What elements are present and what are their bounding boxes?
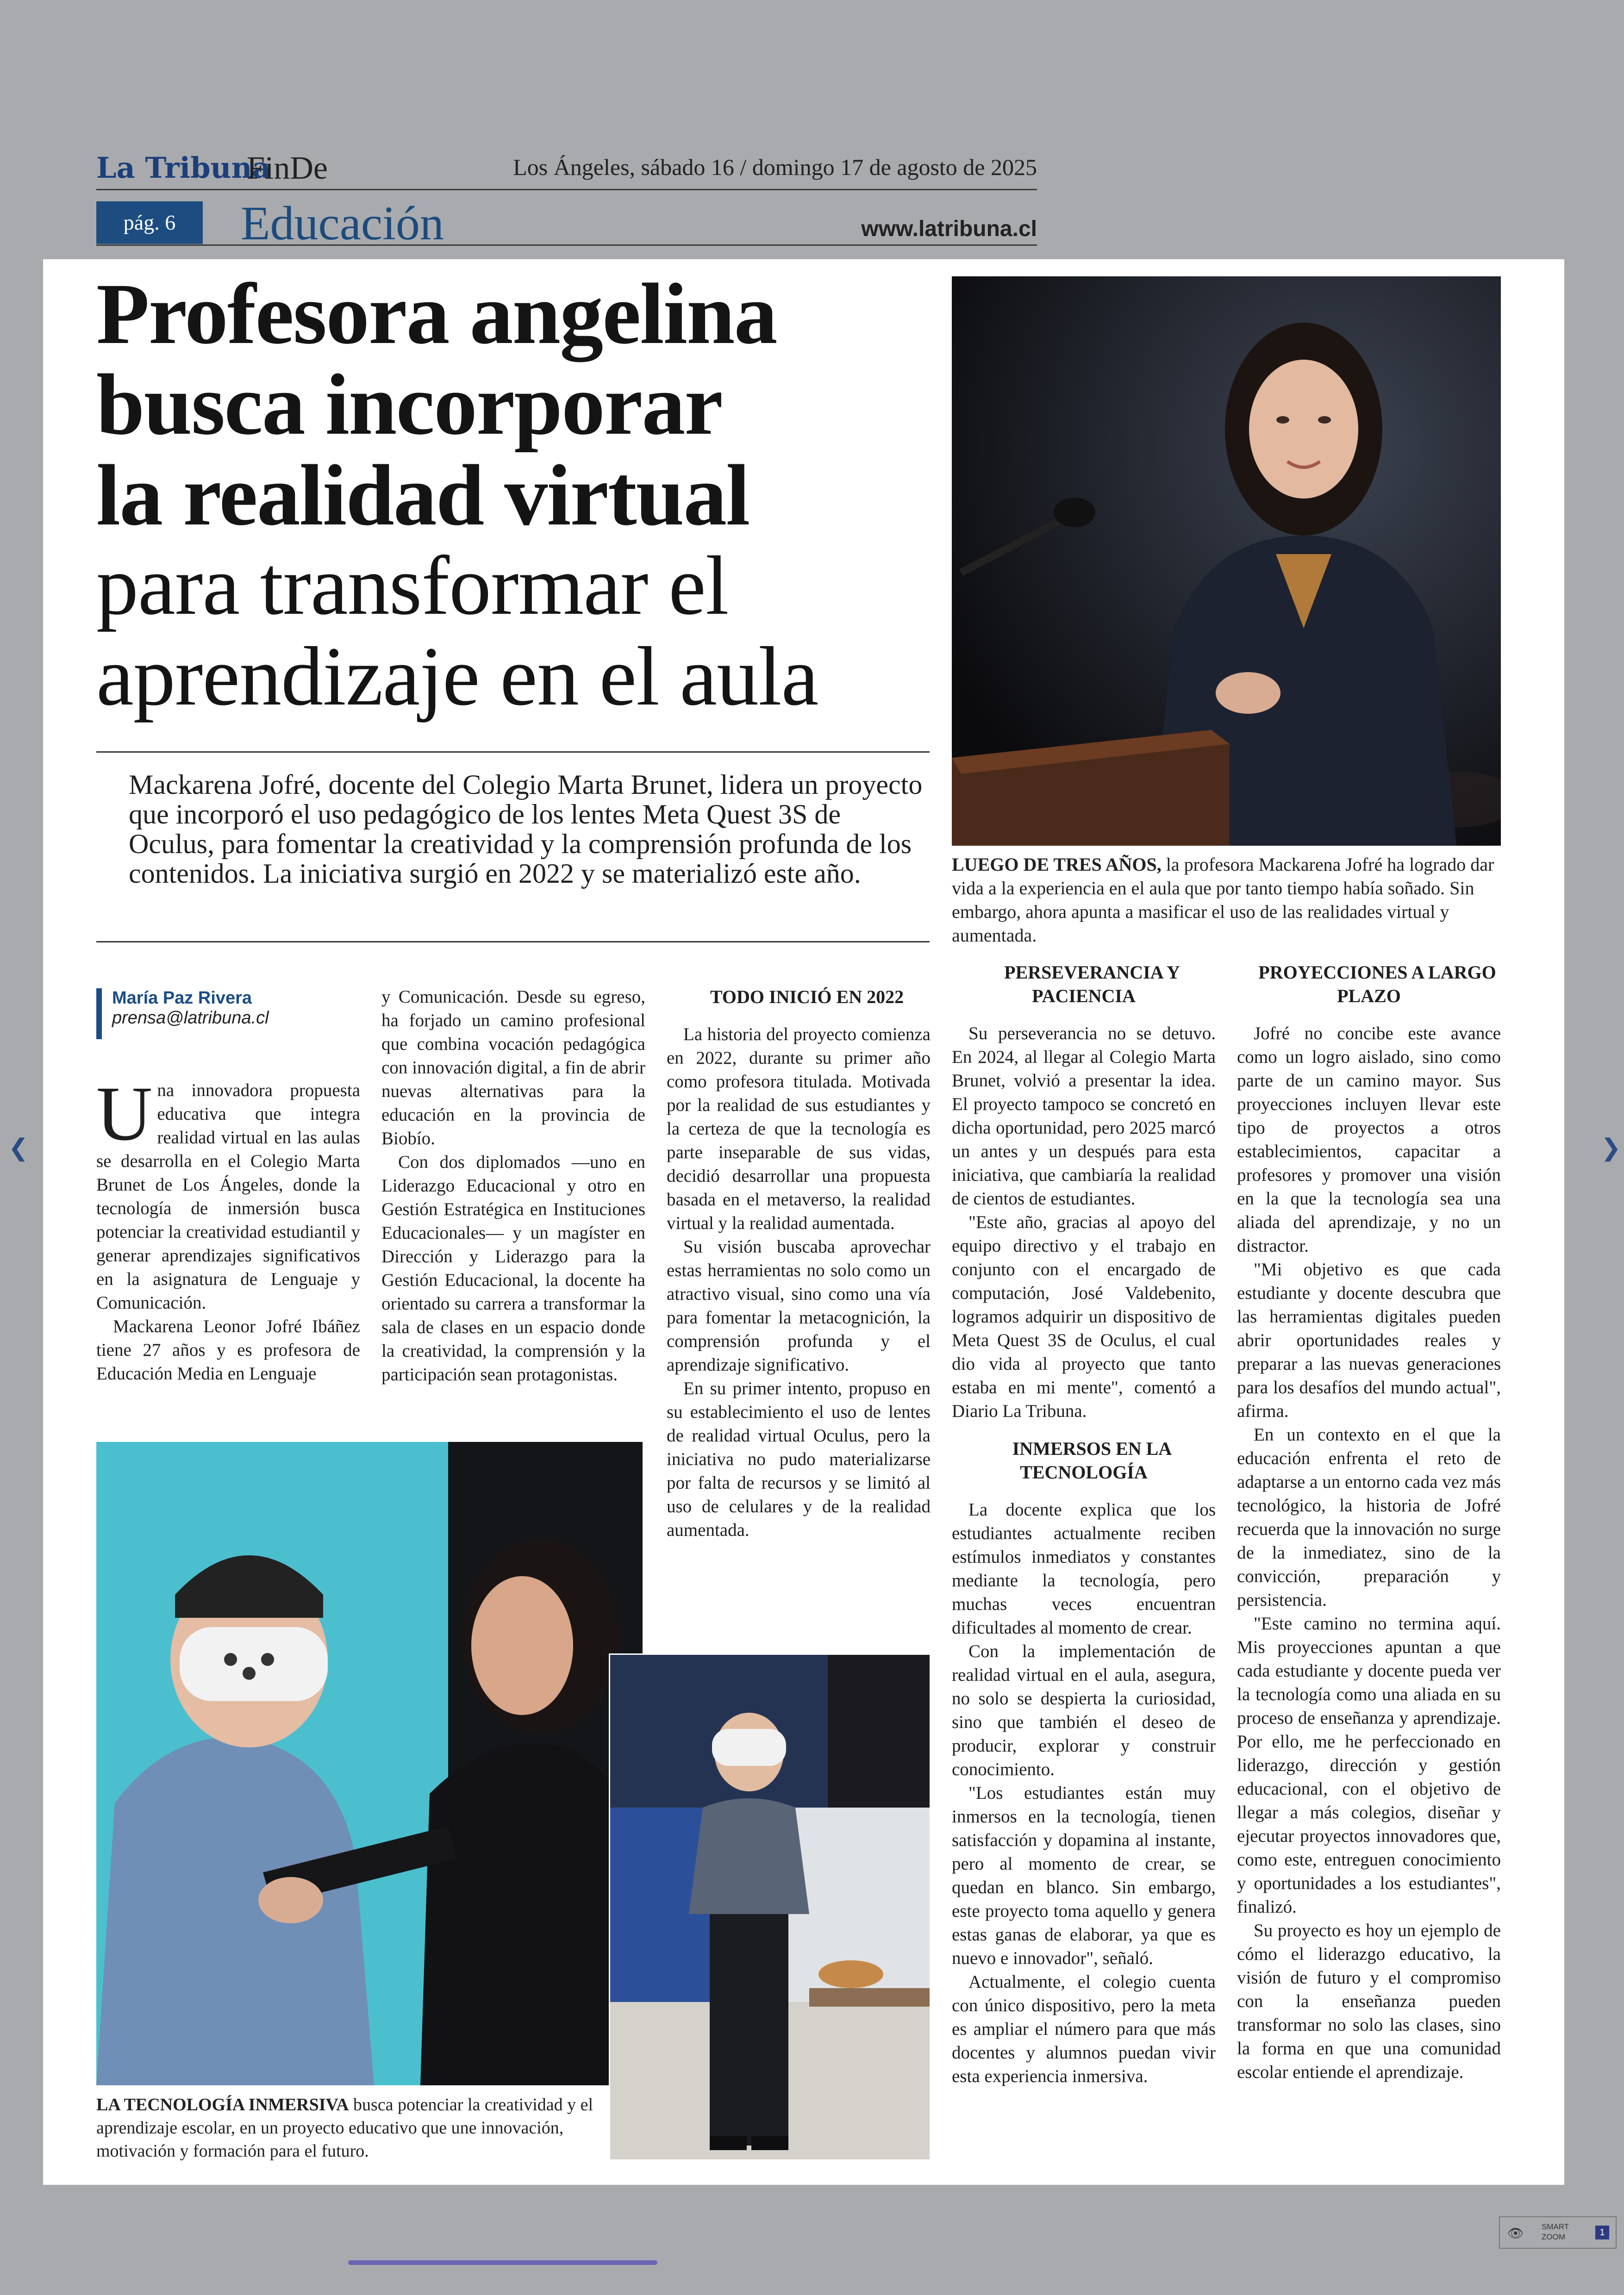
section-title: Educación: [241, 197, 444, 250]
article-lede: Mackarena Jofré, docente del Colegio Marta Brunet, lidera un proyecto que incorporó el uso pedagógico de los lentes Meta Quest 3S de Oculus, para fomentar la creatividad y la comprensión profunda de los contenidos. La iniciativa surgió en 2022 y se materializó este año.: [129, 769, 923, 889]
caption-lead: LUEGO DE TRES AÑOS,: [952, 854, 1162, 875]
page-number-badge: pág. 6: [96, 201, 203, 244]
student-classroom-photo: [609, 1653, 931, 2161]
article-column-2: [381, 985, 645, 1386]
author-email[interactable]: prensa@latribuna.cl: [112, 1008, 269, 1028]
caption-text: la profesora Mackarena Jofré ha logrado dar vida a la experiencia en el aula que por tanto tiempo había soñado. Sin embargo, ahora apunta a masificar el uso de las realidades virtual y aumentada.: [952, 854, 1494, 946]
page-progress-bar[interactable]: [348, 2260, 657, 2265]
paragraph: En un contexto en el que la educación enfrenta el reto de adaptarse a un entorno cada vez más tecnológico, la historia de Jofré recuerda que la innovación no surge de la inmediatez, sino de la convicción, preparación y persistencia.: [1237, 1425, 1501, 1610]
paragraph: En su primer intento, propuso en su establecimiento el uso de lentes de realidad virtual Oculus, pero la iniciativa no pudo materializarse por falta de recursos y se limitó al uso de celulares y de la realidad aumentada.: [667, 1378, 931, 1540]
paragraph: Su proyecto es hoy un ejemplo de cómo el liderazgo educativo, la visión de futuro y el compromiso con la enseñanza pueden transformar no solo las clases, sino la forma en que una comunidad escolar entiende el aprendizaje.: [1237, 1921, 1501, 2082]
divider: [96, 751, 930, 753]
paragraph: Su perseverancia no se detuvo. En 2024, al llegar al Colegio Marta Brunet, volvió a presentar la idea. El proyecto tampoco se concretó en dicha oportunidad, pero 2025 marcó un antes y un después para esta iniciativa, que cambiaría la realidad de cientos de estudiantes.: [952, 1023, 1216, 1209]
subheading: PROYECCIONES A LARGO PLAZO: [1258, 962, 1496, 1006]
paragraph: Mackarena Leonor Jofré Ibáñez tiene 27 años y es profesora de Educación Media en Lenguaje: [96, 1316, 360, 1384]
paragraph: "Mi objetivo es que cada estudiante y docente descubra que las herramientas digitales pueden abrir oportunidades reales y preparar a las nuevas generaciones para los desafíos del mundo actual", afirma.: [1237, 1260, 1501, 1421]
brand-row: [96, 147, 1037, 190]
main-photo-caption: [952, 853, 1501, 947]
paragraph: Jofré no concibe este avance como un logro aislado, sino como parte de un camino mayor. Sus proyecciones incluyen llevar este tipo de proyectos a otros establecimientos, capacitar a profesores y promover una visión en la que la tecnología sea una aliada del aprendizaje, y no un distractor.: [1237, 1023, 1501, 1256]
paragraph: La docente explica que los estudiantes actualmente reciben estímulos inmediatos y constantes mediante la tecnología, pero muchas veces encuentran dificultades al momento de crear.: [952, 1500, 1216, 1638]
newspaper-page: [43, 259, 1564, 2185]
headline-line-2: busca incorporar: [96, 356, 722, 453]
headline: [96, 265, 967, 723]
section-row: [96, 196, 1037, 250]
paragraph: Con dos diplomados —uno en Liderazgo Educacional y otro en Gestión Estratégica en Instituciones Educacionales— y un magíster en Dirección y Liderazgo para la Gestión Educacional, la docente ha orientado su carrera a transformar la sala de clases en un espacio donde la creatividad, la comprensión y la participación sean protagonistas.: [381, 1152, 645, 1384]
spacer: [667, 1009, 931, 1023]
eye-icon: 👁: [1507, 2226, 1524, 2240]
paragraph: Una innovadora propuesta educativa que integra realidad virtual en las aulas se desarrolla en el Colegio Marta Brunet de Los Ángeles, donde la tecnología de inmersión busca potenciar la creatividad estudiantil y generar aprendizajes significativos en la asignatura de Lenguaje y Comunicación.: [96, 1071, 360, 1313]
students-vr-photo: [96, 1442, 643, 2085]
paragraph: y Comunicación. Desde su egreso, ha forjado un camino profesional que combina vocación pedagógica con innovación digital, a fin de abrir nuevas alternativas para la educación en la provincia de Biobío.: [381, 987, 645, 1148]
masthead: [96, 147, 1037, 249]
paragraph: Actualmente, el colegio cuenta con único dispositivo, pero la meta es ampliar el número para que más docentes y alumnos puedan vivir esta experiencia inmersiva.: [952, 1972, 1216, 2086]
divider: [96, 941, 930, 942]
photo-student-classroom: [610, 1655, 930, 2159]
headline-line-3: la realidad virtual: [96, 447, 750, 543]
chevron-left-icon[interactable]: ❮: [8, 1134, 29, 1162]
article-column-3: [667, 985, 931, 1542]
spacer: [952, 1484, 1216, 1498]
smart-zoom-label: SMART ZOOM: [1542, 2222, 1569, 2241]
students-photo-caption: [96, 2093, 601, 2163]
spacer: [952, 1423, 1216, 1437]
issue-date: Los Ángeles, sábado 16 / domingo 17 de agosto de 2025: [513, 154, 1037, 180]
spacer: [952, 1008, 1216, 1022]
spacer: [1237, 1008, 1501, 1022]
photo-students-vr: [96, 1442, 643, 2085]
headline-line-5: aprendizaje en el aula: [96, 630, 818, 723]
paragraph: "Este camino no termina aquí. Mis proyecciones apuntan a que cada estudiante y docente pueda ver la tecnología como una aliada en su proceso de enseñanza y aprendizaje. Por ello, me he perfeccionado en liderazgo, dirección y gestión educacional, con el objetivo de llegar a más colegios, diseñar y ejecutar proyectos innovadores que, como este, entreguen conocimiento y oportunidades a los estudiantes", finalizó.: [1237, 1614, 1501, 1917]
caption-text: busca potenciar la creatividad y el aprendizaje escolar, en un proyecto educativo que une innovación, motivación y formación para el futuro.: [96, 2095, 593, 2161]
paragraph: La historia del proyecto comienza en 2022, durante su primer año como profesora titulada. Motivada por la realidad de sus estudiantes y la certeza de que la tecnología es parte inseparable de sus vidas, decidió desarrollar una propuesta basada en el metaverso, la realidad virtual y la realidad aumentada.: [667, 1024, 931, 1233]
paragraph: "Este año, gracias al apoyo del equipo directivo y el trabajo en conjunto con el encargado de computación, José Valdebenito, logramos adquirir un dispositivo de Meta Quest 3S de Oculus, el cual dio vida al proyecto que tanto estaba en mi mente", comentó a Diario La Tribuna.: [952, 1212, 1216, 1421]
newspaper-logo: La Tribuna: [96, 151, 271, 185]
smart-zoom-button[interactable]: [1499, 2216, 1617, 2249]
website-url[interactable]: www.latribuna.cl: [861, 217, 1037, 241]
paragraph: Su visión buscaba aprovechar estas herramientas no solo como un atractivo visual, sino como una vía para fomentar la metacognición, la comprensión profunda y el aprendizaje significativo.: [667, 1237, 931, 1375]
byline: [96, 988, 371, 1039]
paragraph: Con la implementación de realidad virtual en el aula, asegura, no solo se despierta la curiosidad, sino que también el deseo de producir, explorar y construir conocimiento.: [952, 1641, 1216, 1779]
caption-lead: LA TECNOLOGÍA INMERSIVA: [96, 2095, 349, 2114]
subheading: INMERSOS EN LA TECNOLOGÍA: [1012, 1438, 1172, 1483]
photo-teacher-at-podium: [952, 276, 1501, 846]
chevron-right-icon[interactable]: ❯: [1601, 1134, 1621, 1162]
article-column-1: [96, 1071, 360, 1385]
smart-zoom-badge: 1: [1595, 2226, 1609, 2239]
main-photo: [952, 276, 1501, 846]
article-column-5: [1237, 960, 1501, 2084]
edition-name: FinDe: [247, 150, 328, 186]
subheading: TODO INICIÓ EN 2022: [710, 986, 904, 1007]
headline-line-4: para transformar el: [96, 539, 729, 632]
paragraph: "Los estudiantes están muy inmersos en la tecnología, tienen satisfacción y dopamina al instante, pero al momento de crear, se quedan en blanco. Sin embargo, este proyecto toma aquello y genera estas ganas de elaborar, ya que es nuevo e innovador", señaló.: [952, 1783, 1216, 1968]
headline-line-1: Profesora angelina: [96, 265, 777, 362]
subheading: PERSEVERANCIA Y PACIENCIA: [1004, 962, 1180, 1006]
author-name: María Paz Rivera: [112, 988, 252, 1008]
drop-cap: U: [96, 1071, 153, 1157]
article-column-4: [952, 960, 1216, 2088]
